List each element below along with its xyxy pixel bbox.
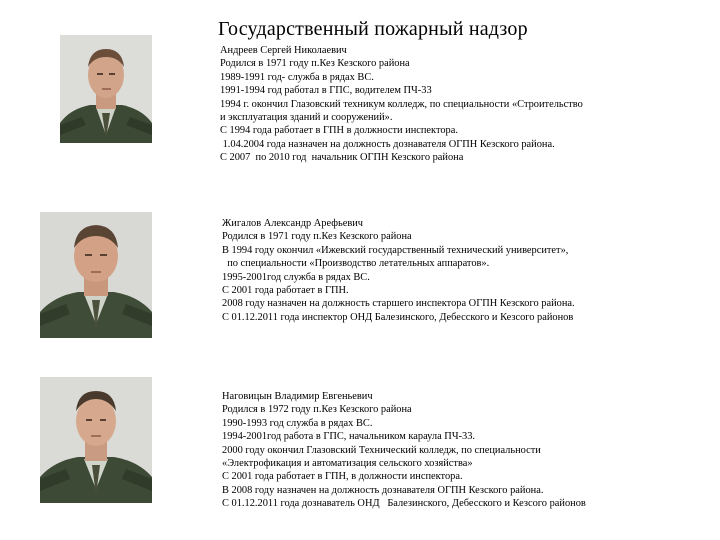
bio-line: 2008 году назначен на должность старшего инспектора ОГПН Кезского района. (222, 298, 575, 310)
bio-line: Жигалов Александр Арефьевич (222, 218, 364, 229)
bio-line: Родился в 1972 году п.Кез Кезского района (222, 404, 412, 416)
bio-line: 1.04.2004 года назначен на должность дознавателя ОГПН Кезского района. (220, 138, 555, 150)
bio-line: Наговицын Владимир Евгеньевич (222, 391, 373, 402)
bio-line: С 2001 года работает в ГПН, в должности инспектора. (222, 471, 463, 483)
officer-photo-1 (60, 35, 152, 143)
bio-line: 1991-1994 год работал в ГПС, водителем ПЧ-33 (220, 85, 432, 97)
bio-line: В 1994 году окончил «Ижевский государственный технический университет», (222, 244, 569, 256)
bio-line: С 2007 по 2010 год начальник ОГПН Кезского района (220, 152, 464, 164)
bio-line: С 2001 года работает в ГПН. (222, 285, 349, 297)
bio-line: «Электрофикация и автоматизация сельского хозяйства» (222, 458, 473, 470)
officer-bio-1 (220, 44, 583, 165)
bio-line: 1994-2001год работа в ГПС, начальником караула ПЧ-33. (222, 431, 476, 443)
officer-bio-3 (222, 390, 586, 511)
bio-line: по специальности «Производство летательных аппаратов». (222, 258, 490, 270)
bio-line: 1989-1991 год- служба в рядах ВС. (220, 71, 374, 83)
bio-line: В 2008 году назначен на должность дознавателя ОГПН Кезского района. (222, 484, 544, 496)
page-title: Государственный пожарный надзор (218, 18, 528, 40)
officer-bio-2 (222, 217, 575, 324)
bio-line: и эксплуатация зданий и сооружений». (220, 112, 393, 124)
bio-line: С 01.12.2011 года дознаватель ОНД Балезинского, Дебесского и Кезсого районов (222, 498, 586, 510)
bio-line: С 01.12.2011 года инспектор ОНД Балезинского, Дебесского и Кезсого районов (222, 311, 574, 323)
bio-line: 1994 г. окончил Глазовский техникум колледж, по специальности «Строительство (220, 98, 583, 110)
bio-line: 1990-1993 год служба в рядах ВС. (222, 417, 373, 429)
bio-line: С 1994 года работает в ГПН в должности инспектора. (220, 125, 458, 137)
bio-line: Родился в 1971 году п.Кез Кезского района (222, 231, 412, 243)
bio-line: 2000 году окончил Глазовский Технический колледж, по специальности (222, 444, 541, 456)
bio-line: 1995-2001год служба в рядах ВС. (222, 271, 370, 283)
officer-photo-3 (40, 377, 152, 503)
bio-line: Родился в 1971 году п.Кез Кезского района (220, 58, 410, 70)
bio-line: Андреев Сергей Николаевич (220, 45, 347, 56)
officer-photo-2 (40, 212, 152, 338)
